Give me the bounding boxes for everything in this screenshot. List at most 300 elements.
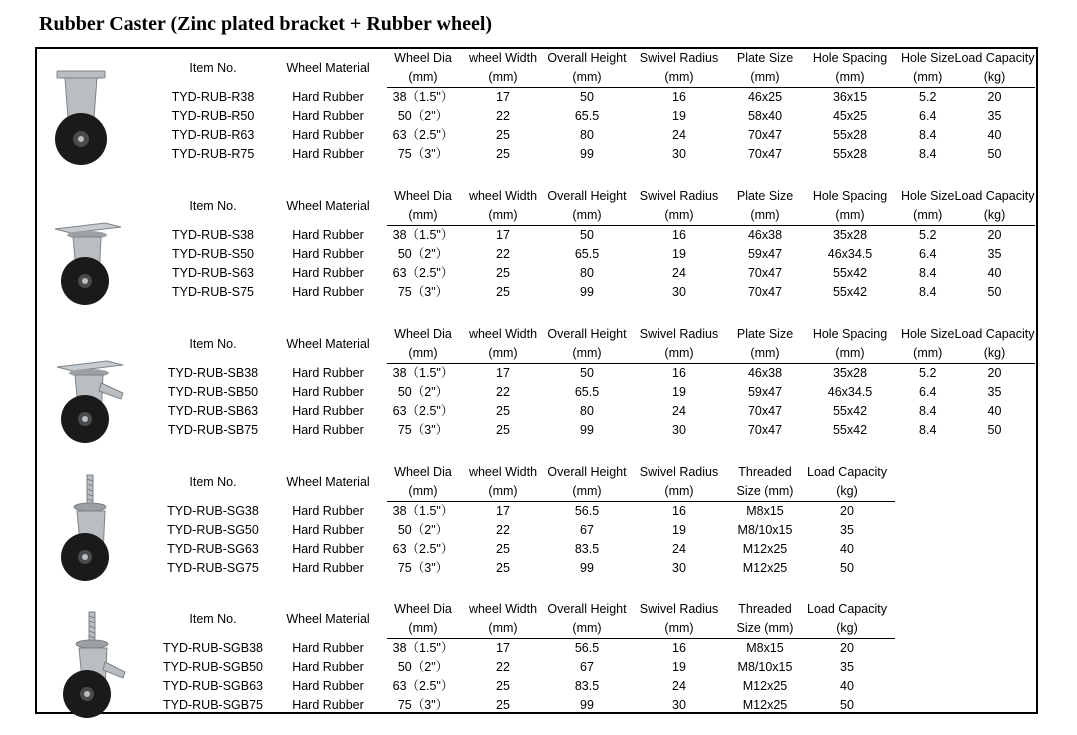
- table-cell: 25: [496, 679, 510, 693]
- table-cell: 30: [672, 698, 686, 712]
- table-cell: 38（1.5"）: [392, 366, 454, 380]
- col-unit: (mm): [731, 68, 799, 88]
- col-header-load-capacity: Load Capacity: [954, 51, 1035, 65]
- col-unit: (mm): [901, 344, 955, 364]
- table-cell: TYD-RUB-SGB38: [162, 640, 264, 655]
- table-cell: 40: [840, 542, 854, 556]
- table-cell: 22: [496, 109, 510, 123]
- table-cell: 20: [987, 228, 1002, 242]
- table-cell: Hard Rubber: [292, 698, 364, 712]
- table-cell: Hard Rubber: [292, 247, 364, 261]
- table-cell: 8.4: [919, 285, 937, 299]
- table-cell: 58x40: [747, 109, 783, 123]
- table-cell: TYD-RUB-SG63: [167, 542, 259, 556]
- table-cell: 35: [840, 523, 854, 537]
- col-unit: (mm): [387, 482, 459, 502]
- table-row: [157, 107, 1035, 126]
- table-cell: 50（2"）: [397, 660, 449, 674]
- table-cell: TYD-RUB-SB75: [167, 423, 259, 437]
- table-cell: 80: [580, 128, 594, 142]
- table-cell: 35x28: [832, 228, 868, 242]
- threaded-stem-brake-caster-icon: [49, 608, 129, 726]
- col-unit: (mm): [459, 68, 547, 88]
- col-header-hole-spacing: Hole Spacing: [812, 327, 888, 341]
- section-threaded-caster: [37, 463, 1040, 593]
- table-cell: 30: [672, 285, 686, 299]
- table-row: [157, 88, 1035, 108]
- col-unit: (mm): [901, 206, 955, 226]
- table-cell: 20: [987, 90, 1002, 104]
- col-unit: (mm): [387, 68, 459, 88]
- col-unit: (mm): [627, 206, 731, 226]
- table-cell: 25: [496, 404, 510, 418]
- table-cell: Hard Rubber: [292, 561, 364, 575]
- table-cell: Hard Rubber: [292, 640, 364, 655]
- table-cell: 17: [496, 504, 510, 518]
- col-header-overall-height: Overall Height: [547, 602, 627, 616]
- table-cell: 38（1.5"）: [392, 641, 454, 655]
- table-cell: 99: [580, 423, 594, 437]
- table-cell: Hard Rubber: [292, 385, 364, 399]
- table-cell: 35x28: [832, 366, 868, 380]
- table-cell: 50（2"）: [397, 385, 449, 399]
- col-header-item-no: Item No.: [189, 60, 237, 75]
- table-cell: 40: [987, 404, 1002, 418]
- section-rigid-caster: [37, 49, 1040, 179]
- col-header-item-no: Item No.: [189, 336, 237, 351]
- table-cell: TYD-RUB-SB63: [167, 404, 259, 418]
- table-cell: Hard Rubber: [292, 503, 364, 518]
- table-cell: 70x47: [747, 404, 783, 418]
- swivel-plate-caster-icon: [49, 195, 129, 313]
- table-cell: 50: [840, 561, 854, 575]
- col-header-swivel-radius: Swivel Radius: [639, 189, 719, 203]
- table-cell: 24: [672, 542, 686, 556]
- table-cell: 67: [580, 523, 594, 537]
- table-cell: 38（1.5"）: [392, 228, 454, 242]
- col-header-wheel-dia: Wheel Dia: [394, 465, 452, 479]
- col-header-load-capacity: Load Capacity: [954, 327, 1035, 341]
- table-cell: 22: [496, 660, 510, 674]
- table-cell: 5.2: [919, 228, 937, 242]
- col-unit: (mm): [731, 344, 799, 364]
- col-header-wheel-dia: Wheel Dia: [394, 51, 452, 65]
- col-unit: (mm): [627, 68, 731, 88]
- col-header-wheel-width: wheel Width: [468, 602, 538, 616]
- table-cell: Hard Rubber: [292, 423, 364, 437]
- table-cell: 50: [987, 147, 1002, 161]
- table-cell: TYD-RUB-R63: [171, 128, 255, 142]
- col-header-item-no: Item No.: [189, 474, 237, 489]
- table-cell: Hard Rubber: [292, 660, 364, 674]
- table-cell: 19: [672, 660, 686, 674]
- table-cell: 63（2.5"）: [392, 679, 454, 693]
- table-cell: TYD-RUB-S75: [172, 285, 254, 299]
- col-unit: (mm): [459, 482, 547, 502]
- col-header-wheel-material: Wheel Material: [286, 611, 370, 626]
- table-cell: 17: [496, 641, 510, 655]
- table-cell: TYD-RUB-R38: [171, 89, 255, 104]
- table-cell: TYD-RUB-SG50: [167, 523, 259, 537]
- table-row: [157, 559, 895, 578]
- table-row: [157, 364, 1035, 384]
- table-cell: Hard Rubber: [292, 147, 364, 161]
- table-cell: 40: [987, 266, 1002, 280]
- table-cell: TYD-RUB-R75: [171, 147, 255, 161]
- table-cell: 70x47: [747, 147, 783, 161]
- table-cell: 6.4: [919, 109, 937, 123]
- table-cell: 59x47: [747, 247, 783, 261]
- table-cell: Hard Rubber: [292, 404, 364, 418]
- col-header-overall-height: Overall Height: [547, 327, 627, 341]
- table-cell: Hard Rubber: [292, 89, 364, 104]
- table-cell: 50: [840, 698, 854, 712]
- table-cell: 36x15: [832, 90, 868, 104]
- brake-plate-caster-icon: [49, 333, 129, 451]
- col-header-wheel-material: Wheel Material: [286, 336, 370, 351]
- table-cell: 8.4: [919, 147, 937, 161]
- table-cell: 50: [580, 228, 594, 242]
- col-header-plate-size: Plate Size: [736, 189, 794, 203]
- table-cell: 30: [672, 423, 686, 437]
- table-cell: 99: [580, 285, 594, 299]
- table-cell: 19: [672, 523, 686, 537]
- table-cell: 45x25: [832, 109, 868, 123]
- table-cell: 24: [672, 404, 686, 418]
- col-unit: (mm): [547, 206, 627, 226]
- col-header-wheel-material: Wheel Material: [286, 474, 370, 489]
- table-cell: 16: [672, 90, 686, 104]
- table-cell: M12x25: [742, 542, 788, 556]
- table-row: [157, 402, 1035, 421]
- col-header-swivel-radius: Swivel Radius: [639, 51, 719, 65]
- table-cell: 46x38: [747, 366, 783, 380]
- table-row: [157, 521, 895, 540]
- table-cell: 75（3"）: [397, 285, 449, 299]
- plate-caster-icon: [49, 57, 129, 175]
- table-cell: 56.5: [574, 641, 600, 655]
- table-cell: 38（1.5"）: [392, 90, 454, 104]
- table-cell: Hard Rubber: [292, 365, 364, 380]
- col-unit: (mm): [731, 206, 799, 226]
- table-cell: 50（2"）: [397, 523, 449, 537]
- table-cell: 63（2.5"）: [392, 128, 454, 142]
- table-cell: 75（3"）: [397, 423, 449, 437]
- caster-spec-frame: [35, 47, 1038, 714]
- table-row: [157, 245, 1035, 264]
- table-cell: 17: [496, 228, 510, 242]
- col-unit: (mm): [627, 482, 731, 502]
- table-cell: 75（3"）: [397, 147, 449, 161]
- table-cell: 20: [840, 504, 854, 518]
- table-cell: TYD-RUB-R50: [171, 109, 255, 123]
- table-row: [157, 696, 895, 715]
- col-unit: (mm): [547, 482, 627, 502]
- table-cell: 8.4: [919, 266, 937, 280]
- table-cell: TYD-RUB-SGB50: [162, 660, 264, 674]
- col-unit: (mm): [387, 344, 459, 364]
- table-cell: 35: [987, 247, 1002, 261]
- table-cell: 63（2.5"）: [392, 404, 454, 418]
- col-unit: (mm): [459, 206, 547, 226]
- table-cell: 25: [496, 561, 510, 575]
- table-cell: Hard Rubber: [292, 679, 364, 693]
- table-cell: 17: [496, 90, 510, 104]
- table-cell: 80: [580, 404, 594, 418]
- col-header-swivel-radius: Swivel Radius: [639, 327, 719, 341]
- col-unit: (kg): [955, 206, 1035, 226]
- table-row: [157, 502, 895, 522]
- table-cell: 25: [496, 698, 510, 712]
- col-unit: (mm): [547, 68, 627, 88]
- table-cell: M8x15: [746, 641, 784, 655]
- table-cell: 50: [580, 90, 594, 104]
- col-unit: (mm): [799, 344, 901, 364]
- col-header-item-no: Item No.: [189, 611, 237, 626]
- table-cell: TYD-RUB-SGB75: [162, 698, 264, 712]
- table-cell: 6.4: [919, 247, 937, 261]
- spec-table-sg: [157, 463, 895, 578]
- table-cell: 55x42: [832, 423, 868, 437]
- table-row: [157, 226, 1035, 246]
- table-cell: 63（2.5"）: [392, 266, 454, 280]
- spec-table-s: [157, 187, 1035, 302]
- table-cell: 19: [672, 247, 686, 261]
- table-cell: Hard Rubber: [292, 523, 364, 537]
- table-cell: 19: [672, 385, 686, 399]
- table-cell: 46x34.5: [827, 247, 873, 261]
- table-row: [157, 658, 895, 677]
- table-cell: 19: [672, 109, 686, 123]
- table-cell: M8x15: [746, 504, 784, 518]
- table-cell: 99: [580, 147, 594, 161]
- table-cell: TYD-RUB-SB38: [167, 365, 259, 380]
- table-cell: 22: [496, 247, 510, 261]
- page-title: Rubber Caster (Zinc plated bracket + Rubber wheel): [39, 13, 493, 35]
- table-cell: 22: [496, 523, 510, 537]
- table-cell: 16: [672, 366, 686, 380]
- table-cell: 46x25: [747, 90, 783, 104]
- table-cell: 30: [672, 561, 686, 575]
- table-cell: 56.5: [574, 504, 600, 518]
- col-header-wheel-dia: Wheel Dia: [394, 189, 452, 203]
- col-unit: (mm): [459, 344, 547, 364]
- col-unit: Size (mm): [731, 619, 799, 639]
- table-cell: 6.4: [919, 385, 937, 399]
- col-header-overall-height: Overall Height: [547, 51, 627, 65]
- col-unit: (kg): [955, 68, 1035, 88]
- table-cell: 70x47: [747, 285, 783, 299]
- col-unit: (kg): [799, 482, 895, 502]
- table-row: [157, 126, 1035, 145]
- table-row: [157, 639, 895, 659]
- table-cell: 63（2.5"）: [392, 542, 454, 556]
- table-cell: 8.4: [919, 128, 937, 142]
- table-cell: 8.4: [919, 404, 937, 418]
- table-cell: 16: [672, 504, 686, 518]
- col-unit: (mm): [387, 206, 459, 226]
- table-cell: 40: [987, 128, 1002, 142]
- table-cell: 55x42: [832, 404, 868, 418]
- table-cell: 55x28: [832, 147, 868, 161]
- table-cell: 38（1.5"）: [392, 504, 454, 518]
- table-cell: 75（3"）: [397, 561, 449, 575]
- table-cell: 50: [987, 423, 1002, 437]
- table-cell: 50: [580, 366, 594, 380]
- table-cell: 40: [840, 679, 854, 693]
- table-cell: TYD-RUB-S63: [172, 266, 254, 280]
- table-cell: 99: [580, 698, 594, 712]
- table-cell: 83.5: [574, 542, 600, 556]
- col-unit: Size (mm): [731, 482, 799, 502]
- col-header-load-capacity: Load Capacity: [954, 189, 1035, 203]
- col-header-threaded-size: Threaded: [738, 602, 792, 616]
- spec-table-r: [157, 49, 1035, 164]
- table-cell: 65.5: [574, 385, 600, 399]
- col-unit: (mm): [547, 344, 627, 364]
- table-cell: 25: [496, 542, 510, 556]
- table-cell: 46x38: [747, 228, 783, 242]
- table-cell: Hard Rubber: [292, 128, 364, 142]
- col-header-hole-spacing: Hole Spacing: [812, 51, 888, 65]
- threaded-stem-caster-icon: [49, 471, 129, 589]
- table-cell: 20: [987, 366, 1002, 380]
- table-cell: TYD-RUB-SGB63: [162, 679, 264, 693]
- col-header-plate-size: Plate Size: [736, 327, 794, 341]
- table-cell: 46x34.5: [827, 385, 873, 399]
- table-cell: 8.4: [919, 423, 937, 437]
- table-cell: 5.2: [919, 366, 937, 380]
- table-cell: 70x47: [747, 423, 783, 437]
- table-cell: 24: [672, 266, 686, 280]
- table-cell: 35: [987, 109, 1002, 123]
- table-cell: Hard Rubber: [292, 285, 364, 299]
- table-cell: 5.2: [919, 90, 937, 104]
- col-unit: (kg): [955, 344, 1035, 364]
- table-row: [157, 383, 1035, 402]
- col-unit: (mm): [387, 619, 459, 639]
- table-cell: 22: [496, 385, 510, 399]
- col-unit: (mm): [627, 344, 731, 364]
- col-header-swivel-radius: Swivel Radius: [639, 465, 719, 479]
- col-header-swivel-radius: Swivel Radius: [639, 602, 719, 616]
- col-header-hole-size: Hole Size: [901, 51, 955, 65]
- col-header-hole-spacing: Hole Spacing: [812, 189, 888, 203]
- table-cell: 25: [496, 285, 510, 299]
- section-threaded-brake-caster: [37, 600, 1040, 730]
- col-header-hole-size: Hole Size: [901, 189, 955, 203]
- table-cell: 65.5: [574, 247, 600, 261]
- table-cell: 50（2"）: [397, 247, 449, 261]
- table-cell: 55x42: [832, 285, 868, 299]
- table-row: [157, 145, 1035, 164]
- col-unit: (mm): [459, 619, 547, 639]
- section-brake-caster: [37, 325, 1040, 455]
- col-unit: (kg): [799, 619, 895, 639]
- table-cell: 35: [840, 660, 854, 674]
- col-header-hole-size: Hole Size: [901, 327, 955, 341]
- col-header-load-capacity: Load Capacity: [807, 602, 887, 616]
- spec-table-sgb: [157, 600, 895, 715]
- col-unit: (mm): [901, 68, 955, 88]
- table-cell: 80: [580, 266, 594, 280]
- table-cell: 67: [580, 660, 594, 674]
- table-row: [157, 264, 1035, 283]
- table-cell: 99: [580, 561, 594, 575]
- table-cell: 24: [672, 128, 686, 142]
- table-cell: 65.5: [574, 109, 600, 123]
- table-cell: Hard Rubber: [292, 109, 364, 123]
- col-header-item-no: Item No.: [189, 198, 237, 213]
- col-unit: (mm): [799, 68, 901, 88]
- table-cell: 17: [496, 366, 510, 380]
- table-cell: 70x47: [747, 266, 783, 280]
- col-unit: (mm): [627, 619, 731, 639]
- table-cell: 55x42: [832, 266, 868, 280]
- table-cell: Hard Rubber: [292, 542, 364, 556]
- col-header-wheel-dia: Wheel Dia: [394, 602, 452, 616]
- table-cell: TYD-RUB-SB50: [167, 385, 259, 399]
- table-cell: 55x28: [832, 128, 868, 142]
- table-row: [157, 540, 895, 559]
- spec-table-sb: [157, 325, 1035, 440]
- table-cell: 35: [987, 385, 1002, 399]
- table-cell: TYD-RUB-SG38: [167, 503, 259, 518]
- table-cell: Hard Rubber: [292, 266, 364, 280]
- col-header-overall-height: Overall Height: [547, 189, 627, 203]
- col-header-plate-size: Plate Size: [736, 51, 794, 65]
- col-header-wheel-width: wheel Width: [468, 189, 538, 203]
- col-unit: (mm): [799, 206, 901, 226]
- col-header-wheel-width: wheel Width: [468, 51, 538, 65]
- table-cell: 59x47: [747, 385, 783, 399]
- table-cell: 25: [496, 147, 510, 161]
- table-cell: 25: [496, 266, 510, 280]
- table-cell: TYD-RUB-SG75: [167, 561, 259, 575]
- table-cell: TYD-RUB-S38: [172, 227, 254, 242]
- col-header-wheel-width: wheel Width: [468, 465, 538, 479]
- table-row: [157, 677, 895, 696]
- table-row: [157, 421, 1035, 440]
- table-cell: 70x47: [747, 128, 783, 142]
- col-header-load-capacity: Load Capacity: [807, 465, 887, 479]
- table-row: [157, 283, 1035, 302]
- col-header-threaded-size: Threaded: [738, 465, 792, 479]
- table-cell: 30: [672, 147, 686, 161]
- table-cell: M12x25: [742, 561, 788, 575]
- table-cell: 25: [496, 128, 510, 142]
- table-cell: 20: [840, 641, 854, 655]
- table-cell: M8/10x15: [737, 523, 793, 537]
- col-header-overall-height: Overall Height: [547, 465, 627, 479]
- col-header-wheel-width: wheel Width: [468, 327, 538, 341]
- table-cell: Hard Rubber: [292, 227, 364, 242]
- section-swivel-caster: [37, 187, 1040, 317]
- col-header-wheel-dia: Wheel Dia: [394, 327, 452, 341]
- table-cell: TYD-RUB-S50: [172, 247, 254, 261]
- table-cell: M8/10x15: [737, 660, 793, 674]
- table-cell: 75（3"）: [397, 698, 449, 712]
- col-unit: (mm): [547, 619, 627, 639]
- table-cell: M12x25: [742, 698, 788, 712]
- table-cell: 50（2"）: [397, 109, 449, 123]
- table-cell: 24: [672, 679, 686, 693]
- table-cell: 50: [987, 285, 1002, 299]
- table-cell: 16: [672, 228, 686, 242]
- table-cell: 25: [496, 423, 510, 437]
- table-cell: 16: [672, 641, 686, 655]
- col-header-wheel-material: Wheel Material: [286, 198, 370, 213]
